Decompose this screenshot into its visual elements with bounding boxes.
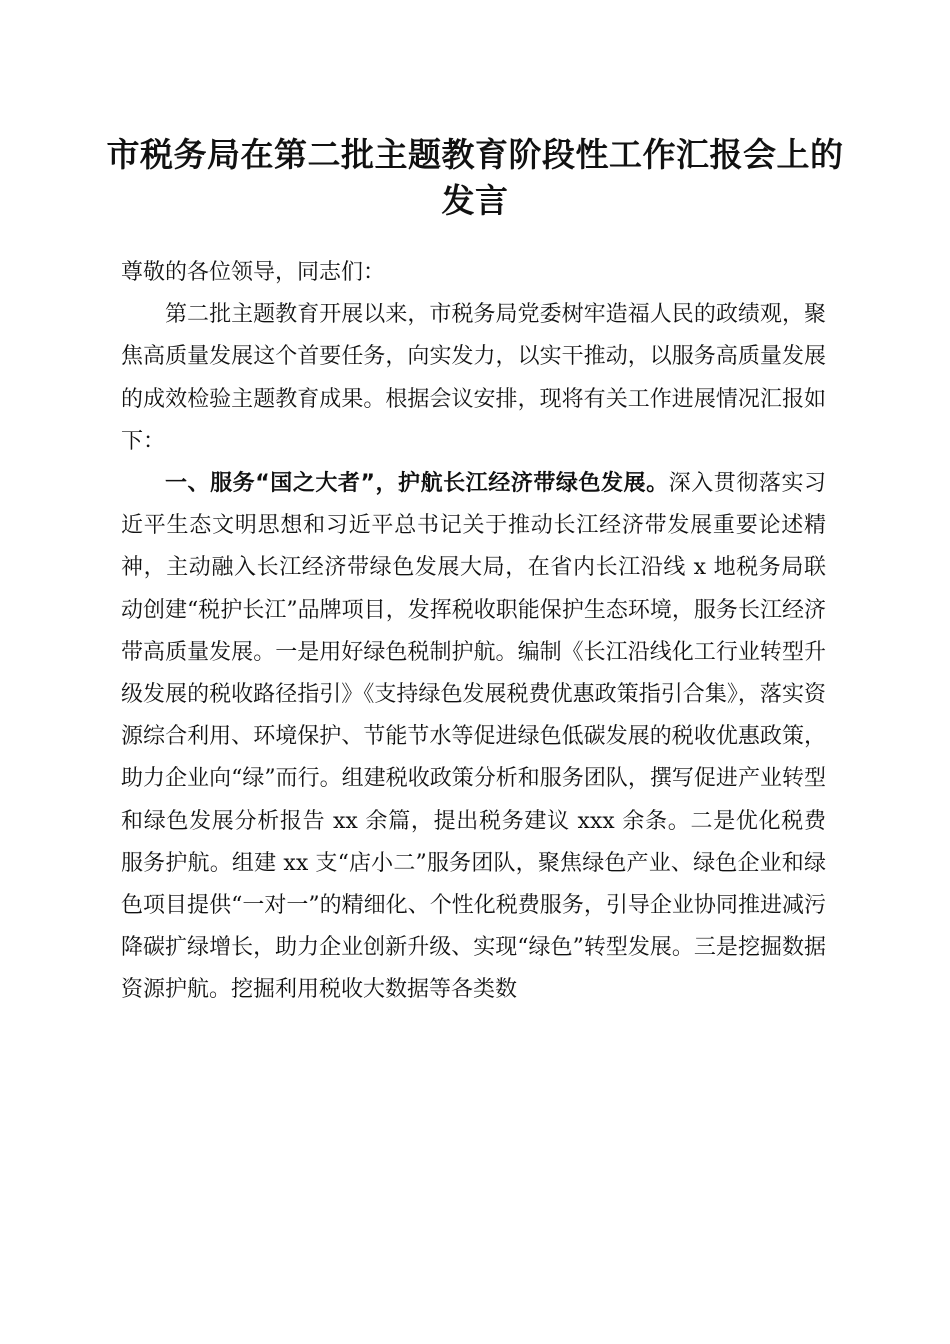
- section-1-paragraph: [121, 463, 826, 1012]
- document-title: 市税务局在第二批主题教育阶段性工作汇报会上的发言: [106, 135, 844, 220]
- section-1-body: 深入贯彻落实习近平生态文明思想和习近平总书记关于推动长江经济带发展重要论述精神，主动融入长江经济带绿色发展大局，在省内长江沿线 x 地税务局联动创建“税护长江”品牌项目，发挥税收职能保护生态环境，服务长江经济带高质量发展。一是用好绿色税制护航。编制《长江沿线化工行业转型升级发展的税收路径指引》《支持绿色发展税费优惠政策指引合集》，落实资源综合利用、环境保护、节能节水等促进绿色低碳发展的税收优惠政策，助力企业向“绿”而行。组建税收政策分析和服务团队，撰写促进产业转型和绿色发展分析报告 xx 余篇，提出税务建议 xxx 余条。二是优化税费服务护航。组建 xx 支“店小二”服务团队，聚焦绿色产业、绿色企业和绿色项目提供“一对一”的精细化、个性化税费服务，引导企业协同推进减污降碳扩绿增长，助力企业创新升级、实现“绿色”转型发展。三是挖掘数据资源护航。挖掘利用税收大数据等各类数: [121, 471, 826, 1003]
- salutation: 尊敬的各位领导，同志们：: [121, 260, 386, 285]
- document-body: [121, 252, 826, 1012]
- intro-paragraph: 第二批主题教育开展以来，市税务局党委树牢造福人民的政绩观，聚焦高质量发展这个首要任务，向实发力，以实干推动，以服务高质量发展的成效检验主题教育成果。根据会议安排，现将有关工作进展情况汇报如下：: [121, 302, 826, 454]
- section-1-heading: 一、服务“国之大者”，护航长江经济带绿色发展。: [165, 471, 669, 497]
